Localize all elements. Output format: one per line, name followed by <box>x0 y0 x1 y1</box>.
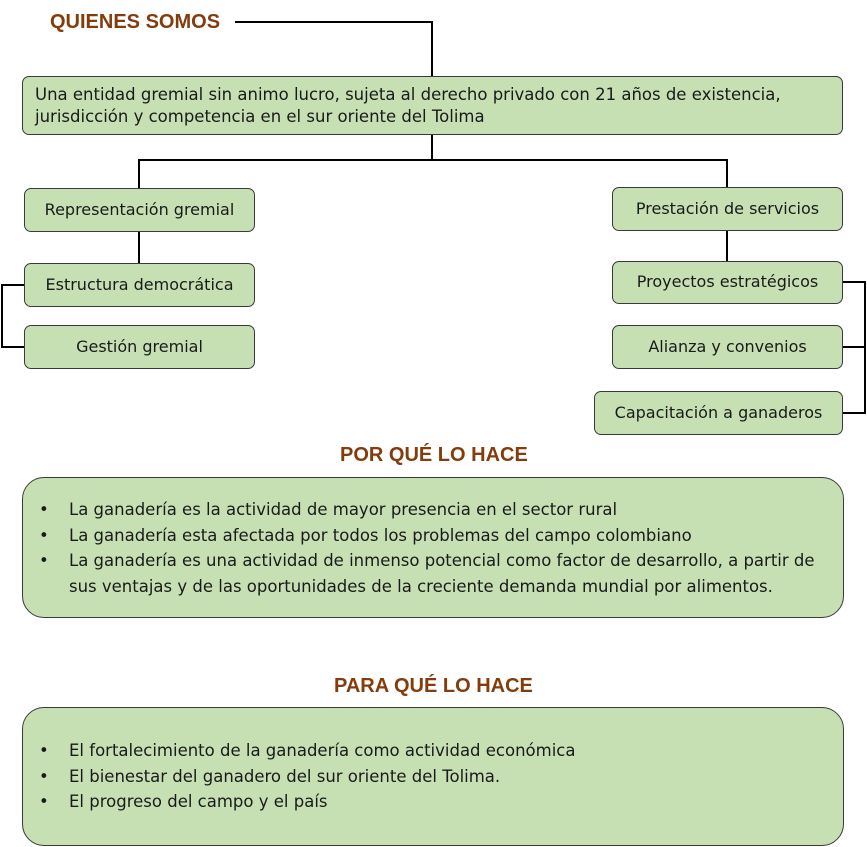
capacitacion-ganaderos-box: Capacitación a ganaderos <box>594 391 843 435</box>
prestacion-servicios-box: Prestación de servicios <box>612 187 843 231</box>
estructura-democratica-box: Estructura democrática <box>24 263 255 307</box>
why-item-2: • La ganadería esta afectada por todos los problemas del campo colombiano <box>23 523 829 549</box>
purpose-heading: PARA QUÉ LO HACE <box>334 675 533 697</box>
about-description-box <box>22 76 843 135</box>
purpose-panel <box>22 707 844 846</box>
connector-title-to-description <box>235 22 432 76</box>
connector-left-bracket <box>2 285 25 347</box>
about-heading: QUIENES SOMOS <box>50 11 221 33</box>
gestion-gremial-box: Gestión gremial <box>24 325 255 369</box>
about-description-line-2: jurisdicción y competencia en el sur oriente del Tolima <box>35 106 485 126</box>
why-list <box>23 497 829 599</box>
representacion-gremial-box: Representación gremial <box>24 188 255 232</box>
purpose-item-3: • El progreso del campo y el país <box>23 789 843 815</box>
connector-split-right <box>432 160 727 187</box>
purpose-list <box>23 738 843 815</box>
connector-description-to-branches <box>139 134 432 188</box>
proyectos-estrategicos-box: Proyectos estratégicos <box>612 261 843 304</box>
alianza-convenios-box: Alianza y convenios <box>612 325 843 369</box>
purpose-item-2: • El bienestar del ganadero del sur oriente del Tolima. <box>23 764 843 790</box>
purpose-item-1: • El fortalecimiento de la ganadería como actividad económica <box>23 738 843 764</box>
why-item-3: • La ganadería es una actividad de inmenso potencial como factor de desarrollo, a partir de sus ventajas y de las oportunidades de la creciente demanda mundial por alimentos. <box>23 548 829 599</box>
about-description-line-1: Una entidad gremial sin animo lucro, sujeta al derecho privado con 21 años de existencia, <box>35 85 781 105</box>
why-panel <box>22 477 844 618</box>
why-heading: POR QUÉ LO HACE <box>340 444 528 466</box>
why-item-1: • La ganadería es la actividad de mayor presencia en el sector rural <box>23 497 829 523</box>
